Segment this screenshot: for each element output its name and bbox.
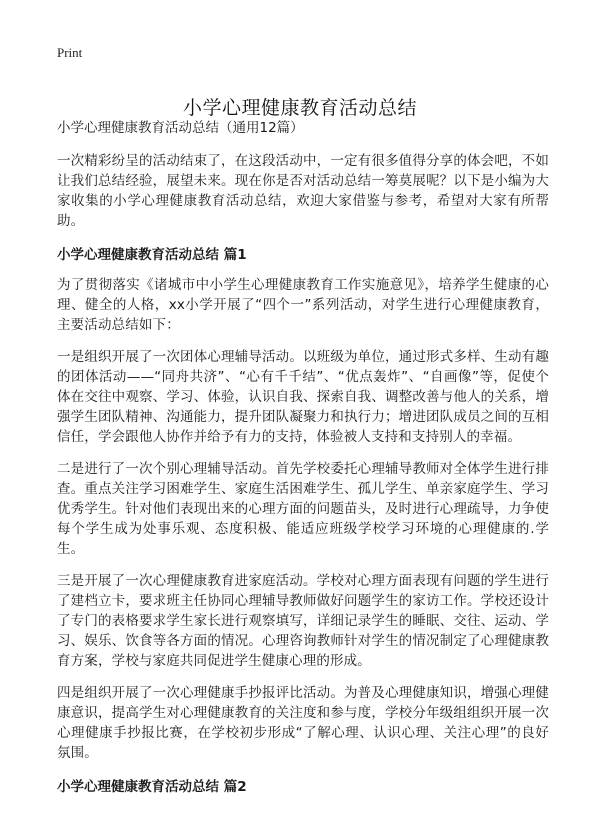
intro-paragraph: 一次精彩纷呈的活动结束了，在这段活动中，一定有很多值得分享的体会吧，不如让我们总结经验，展望未来。现在你是否对活动总结一筹莫展呢？以下是小编为大家收集的小学心理健康教育活动总结，欢迎大家借鉴与参考，希望对大家有所帮助。 (57, 153, 549, 229)
print-label[interactable]: Print (57, 45, 83, 60)
document-body (57, 118, 549, 807)
document-subtitle: 小学心理健康教育活动总结（通用12篇） (57, 120, 304, 136)
section-1-paragraph-3: 二是进行了一次个别心理辅导活动。首先学校委托心理辅导教师对全体学生进行排查。重点关注学习困难学生、家庭生活困难学生、孤儿学生、单亲家庭学生、学习优秀学生。针对他们表现出来的心理方面的问题苗头，及时进行心理疏导，力争使每个学生成为处事乐观、态度积极、能适应班级学校学习环境的心理健康的.学生。 (57, 461, 549, 557)
section-1-paragraph-5: 四是组织开展了一次心理健康手抄报评比活动。为普及心理健康知识，增强心理健康意识，提高学生对心理健康教育的关注度和参与度，学校分年级组组织开展一次心理健康手抄报比赛，在学校初步形成“了解心理、认识心理、关注心理”的良好氛围。 (57, 685, 549, 761)
page-title: 小学心理健康教育活动总结 (182, 96, 417, 119)
section-heading-1: 小学心理健康教育活动总结 篇1 (57, 247, 247, 263)
section-1-paragraph-1: 为了贯彻落实《诸城市中小学生心理健康教育工作实施意见》，培养学生健康的心理、健全的人格，xx小学开展了“四个一”系列活动，对学生进行心理健康教育，主要活动总结如下： (57, 277, 549, 333)
section-1-paragraph-4: 三是开展了一次心理健康教育进家庭活动。学校对心理方面表现有问题的学生进行了建档立卡，要求班主任协同心理辅导教师做好问题学生的家访工作。学校还设计了专门的表格要求学生家长进行观察填写，详细记录学生的睡眠、交往、运动、学习、娱乐、饮食等各方面的情况。心理咨询教师针对学生的情况制定了心理健康教育方案，学校与家庭共同促进学生健康心理的形成。 (57, 573, 549, 669)
section-1-paragraph-2: 一是组织开展了一次团体心理辅导活动。以班级为单位，通过形式多样、生动有趣的团体活动——“同舟共济”、“心有千千结”、“优点轰炸”、“自画像”等，促使个体在交往中观察、学习、体验，认识自我、探索自我、调整改善与他人的关系，增强学生团队精神、沟通能力，提升团队凝聚力和执行力；增进团队成员之间的互相信任，学会跟他人协作并给予有力的支持，体验被人支持和支持别人的幸福。 (57, 349, 549, 445)
section-heading-2: 小学心理健康教育活动总结 篇2 (57, 779, 247, 795)
